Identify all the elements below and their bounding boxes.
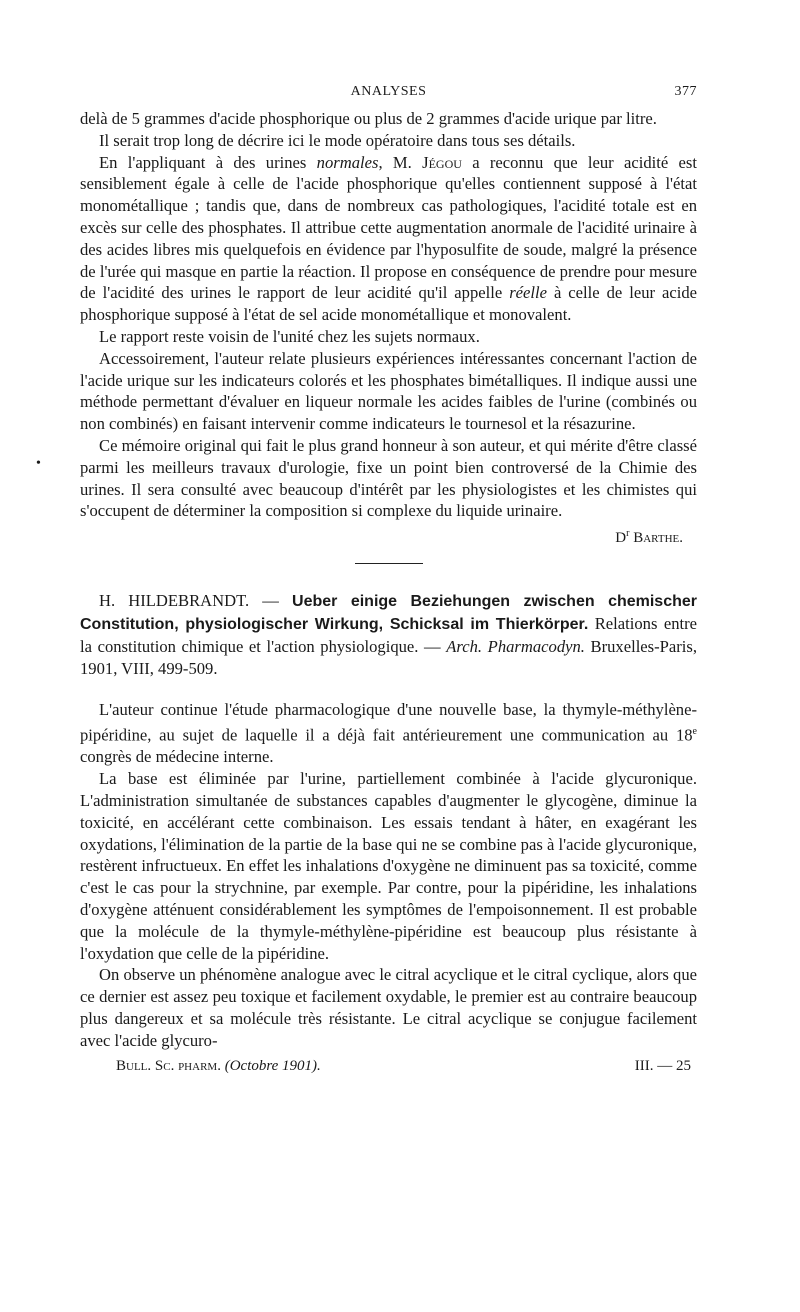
footer-date: (Octobre 1901). bbox=[224, 1057, 321, 1074]
emphasis-reelle: réelle bbox=[509, 283, 547, 303]
section-title: ANALYSES bbox=[350, 84, 427, 99]
paragraph-continued: delà de 5 grammes d'acide phosphorique ou plus de 2 grammes d'acide urique par litre. bbox=[80, 109, 657, 128]
reference-title: Ueber einige Beziehungen zwischen chemischer Constitution, physiologischer Wirkung, Schicksal im Thierkörper. bbox=[80, 593, 698, 633]
bibliographic-reference: H. HILDEBRANDT. — Ueber einige Beziehungen zwischen chemischer Constitution, physiologischer Wirkung, Schicksal im Thierkörper. Relations entre la constitution chimique et l'action physiologique. — Arch. Pharmacodyn. Bruxelles-Paris, 1901, VIII, 499-509. bbox=[80, 591, 698, 678]
running-header bbox=[80, 84, 697, 108]
page-number: 377 bbox=[674, 84, 697, 99]
emphasis-normales: normales bbox=[316, 152, 379, 172]
section-divider bbox=[355, 563, 423, 564]
paragraph: Il serait trop long de décrire ici le mode opératoire dans tous ses détails. bbox=[99, 130, 576, 150]
paragraph: Accessoirement, l'auteur relate plusieurs expériences intéressantes concernant l'action de l'acide urique sur les indicateurs colorés et les phosphates bimétalliques. Il indique aussi une méthode permettant d'évaluer en liqueur normale les acides faibles de l'urine (combinés ou non combinés) en faisant intervenir comme indicateurs le tournesol et la résazurine. bbox=[80, 348, 697, 434]
signature: $D^r$ Barthe. bbox=[615, 528, 683, 547]
page-footer bbox=[80, 1058, 697, 1080]
paragraph: Ce mémoire original qui fait le plus grand honneur à son auteur, et qui mérite d'être classé parmi les meilleurs travaux d'urologie, fixe un point bien controversé de la Chimie des urines. Il sera consulté avec beaucoup d'intérêt par les physiologistes et les chimistes qui s'occupent de déterminer la composition si complexe du liquide urinaire. bbox=[80, 435, 697, 521]
footer-signature-mark: III. — 25 bbox=[634, 1057, 691, 1074]
paragraph: Le rapport reste voisin de l'unité chez les sujets normaux. bbox=[99, 326, 480, 346]
author-name: Jégou bbox=[422, 152, 462, 172]
reference-journal: Arch. Pharmacodyn. bbox=[446, 636, 585, 656]
footer-journal: Bull. Sc. pharm. bbox=[116, 1057, 221, 1074]
reference-author: H. HILDEBRANDT. — bbox=[99, 591, 293, 611]
paragraph: L'auteur continue l'étude pharmacologique d'une nouvelle base, la thymyle-méthylène-pipéridine, au sujet de laquelle il a déjà fait antérieurement une communication au 18e congrès de médecine interne. bbox=[80, 700, 697, 767]
margin-mark: • bbox=[36, 456, 41, 471]
paragraph: En l'appliquant à des urines normales, M. Jégou a reconnu que leur acidité est sensiblement égale à celle de l'acide phosphorique qu'elles contiennent supposé à l'état monométallique ; tandis que, dans de nombreux cas pathologiques, l'acidité totale est en excès sur celle des phosphates. Il attribue cette augmentation anormale de l'acidité urinaire à des acides libres mis quelquefois en évidence par l'hyposulfite de soude, malgré la présence de l'urée qui masque en partie la réaction. Il propose en conséquence de prendre pour mesure de l'acidité des urines le rapport de leur acidité qu'il appelle réelle à celle de leur acide phosphorique supposé à l'état de sel acide monométallique et monovalent. bbox=[80, 152, 697, 325]
paragraph: On observe un phénomène analogue avec le citral acyclique et le citral cyclique, alors que ce dernier est assez peu toxique et facilement oxydable, le premier est au contraire beaucoup plus dangereux et sa molécule très résistante. Le citral acyclique se conjugue facilement avec l'acide glycuro- bbox=[80, 965, 697, 1050]
page bbox=[80, 84, 697, 1080]
paragraph: La base est éliminée par l'urine, partiellement combinée à l'acide glycuronique. L'administration simultanée de substances capables d'augmenter le glycogène, diminue la toxicité, en accélérant cette combinaison. Les essais tendant à hâter, en exagérant les oxydations, l'élimination de la partie de la base qui ne se combine pas à l'acide glycuronique, restèrent infructueux. En effet les inhalations d'oxygène ne diminuent pas sa toxicité, comme c'est le cas pour la strychnine, par exemple. Par contre, pour la pipéridine, les inhalations d'oxygène atténuent considérablement les symptômes de l'empoisonnement. Il est probable que la molécule de la thymyle-méthylène-pipéridine est beaucoup plus résistante à l'oxydation que celle de la pipéridine. bbox=[80, 769, 697, 963]
